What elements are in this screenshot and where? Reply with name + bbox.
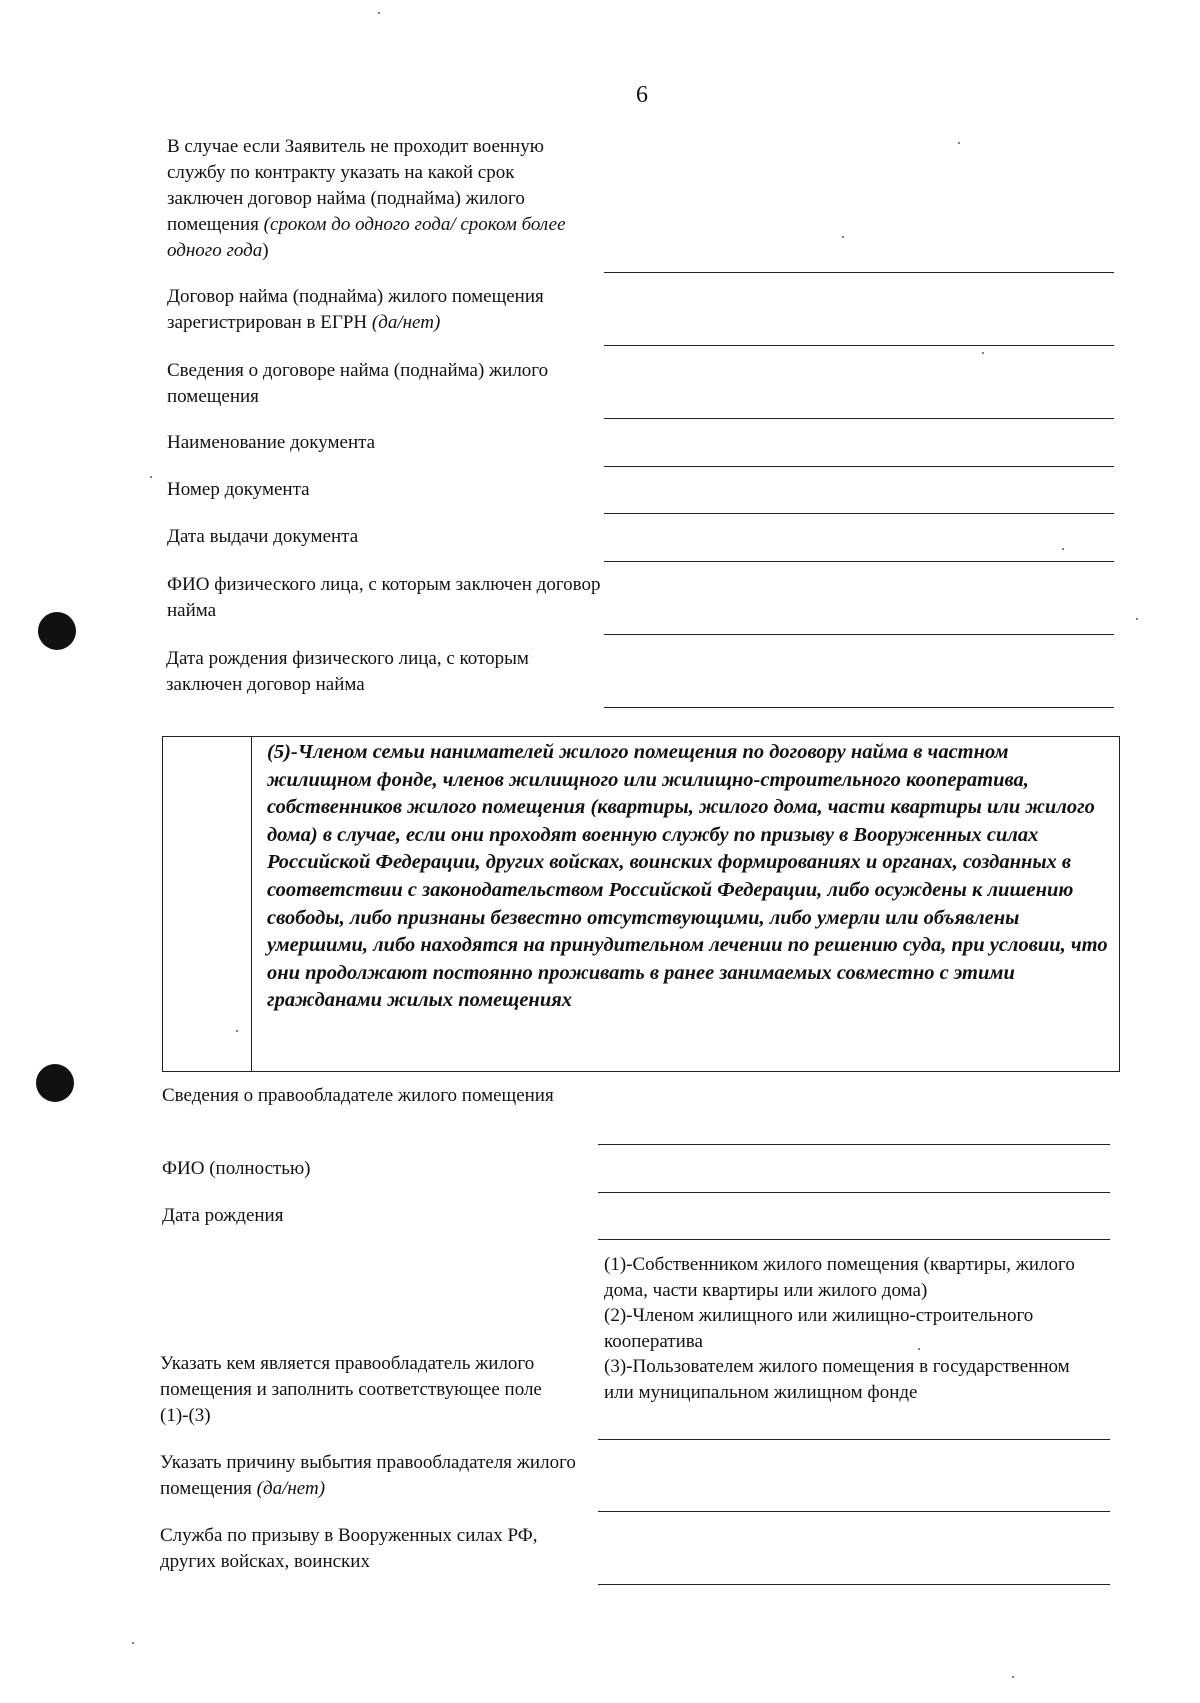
- doc-name-label: Наименование документа: [167, 432, 376, 453]
- owner-option-3: (3)-Пользователем жилого помещения в государственном или муниципальном жилищном фонде: [604, 1356, 1070, 1403]
- owner-option-1: (1)-Собственником жилого помещения (квартиры, жилого дома, части квартиры или жилого дома): [604, 1254, 1075, 1301]
- person-birth-label: Дата рождения физического лица, с которым заключен договор найма: [166, 648, 529, 695]
- scan-speck: [132, 1642, 134, 1644]
- fio-label: ФИО (полностью): [162, 1158, 311, 1179]
- scan-speck: [1136, 618, 1138, 620]
- punch-hole-top: [38, 612, 76, 650]
- option-5-text: (5)-Членом семьи нанимателей жилого помещения по договору найма в частном жилищном фонде, членов жилищного или жилищно-строительного кооператива, собственников жилого помещения (квартиры, жилого дома, части квартиры или жилого дома) в случае, если они проходят военную службу по призыву в Вооруженных силах Российской Федерации, других войсках, воинских формированиях и органах, созданных в соответствии с законодательством Российской Федерации, либо осуждены к лишению свободы, либо признаны безвестно отсутствующими, либо умерли или объявлены умершими, либо находятся на принудительном лечении по решению суда, при условии, что они продолжают постоянно проживать в ранее занимаемых совместно с этими гражданами жилых помещениях: [267, 741, 1108, 1012]
- doc-number-field[interactable]: [604, 513, 1114, 514]
- doc-name-field[interactable]: [604, 466, 1114, 467]
- departure-reason-label: Указать причину выбытия правообладателя жилого помещения (да/нет): [160, 1452, 576, 1499]
- scan-speck: [236, 1030, 238, 1032]
- contract-term-field[interactable]: [604, 272, 1114, 273]
- owner-type-label: Указать кем является правообладатель жилого помещения и заполнить соответствующее поле (1)-(3): [160, 1353, 542, 1426]
- birth-date-field[interactable]: [598, 1239, 1110, 1240]
- owner-info-field[interactable]: [598, 1144, 1110, 1145]
- option-5-box: [162, 736, 1120, 1072]
- contract-info-field[interactable]: [604, 418, 1114, 419]
- egrn-label: Договор найма (поднайма) жилого помещения зарегистрирован в ЕГРН (да/нет): [167, 286, 544, 333]
- scan-speck: [150, 476, 152, 478]
- departure-reason-field[interactable]: [598, 1511, 1110, 1512]
- contract-info-label: Сведения о договоре найма (поднайма) жилого помещения: [167, 360, 549, 407]
- scan-speck: [1012, 1676, 1014, 1678]
- owner-option-2: (2)-Членом жилищного или жилищно-строительного кооператива: [604, 1305, 1034, 1352]
- doc-date-field[interactable]: [604, 561, 1114, 562]
- person-birth-field[interactable]: [604, 707, 1114, 708]
- contract-term-label: В случае если Заявитель не проходит военную службу по контракту указать на какой срок заключен договор найма (поднайма) жилого помещения (сроком до одного года/ сроком более одного года): [167, 136, 566, 261]
- owner-options: [604, 1252, 1104, 1406]
- scan-speck: [958, 142, 960, 144]
- scan-speck: [982, 352, 984, 354]
- owner-type-field[interactable]: [598, 1439, 1110, 1440]
- scan-speck: [1062, 548, 1064, 550]
- service-label: Служба по призыву в Вооруженных силах РФ, других войсках, воинских: [160, 1525, 538, 1572]
- option-5-checkbox-cell[interactable]: [251, 737, 252, 1071]
- person-name-label: ФИО физического лица, с которым заключен договор найма: [167, 574, 601, 621]
- doc-date-label: Дата выдачи документа: [167, 526, 359, 547]
- scan-speck: [918, 1348, 920, 1350]
- person-name-field[interactable]: [604, 634, 1114, 635]
- owner-info-label: Сведения о правообладателе жилого помещения: [162, 1085, 554, 1106]
- doc-number-label: Номер документа: [167, 479, 310, 500]
- service-field[interactable]: [598, 1584, 1110, 1585]
- egrn-field[interactable]: [604, 345, 1114, 346]
- birth-date-label: Дата рождения: [162, 1205, 284, 1226]
- scan-speck: [842, 236, 844, 238]
- page-number: 6: [636, 82, 648, 108]
- scan-speck: [378, 12, 380, 14]
- fio-field[interactable]: [598, 1192, 1110, 1193]
- punch-hole-bottom: [36, 1064, 74, 1102]
